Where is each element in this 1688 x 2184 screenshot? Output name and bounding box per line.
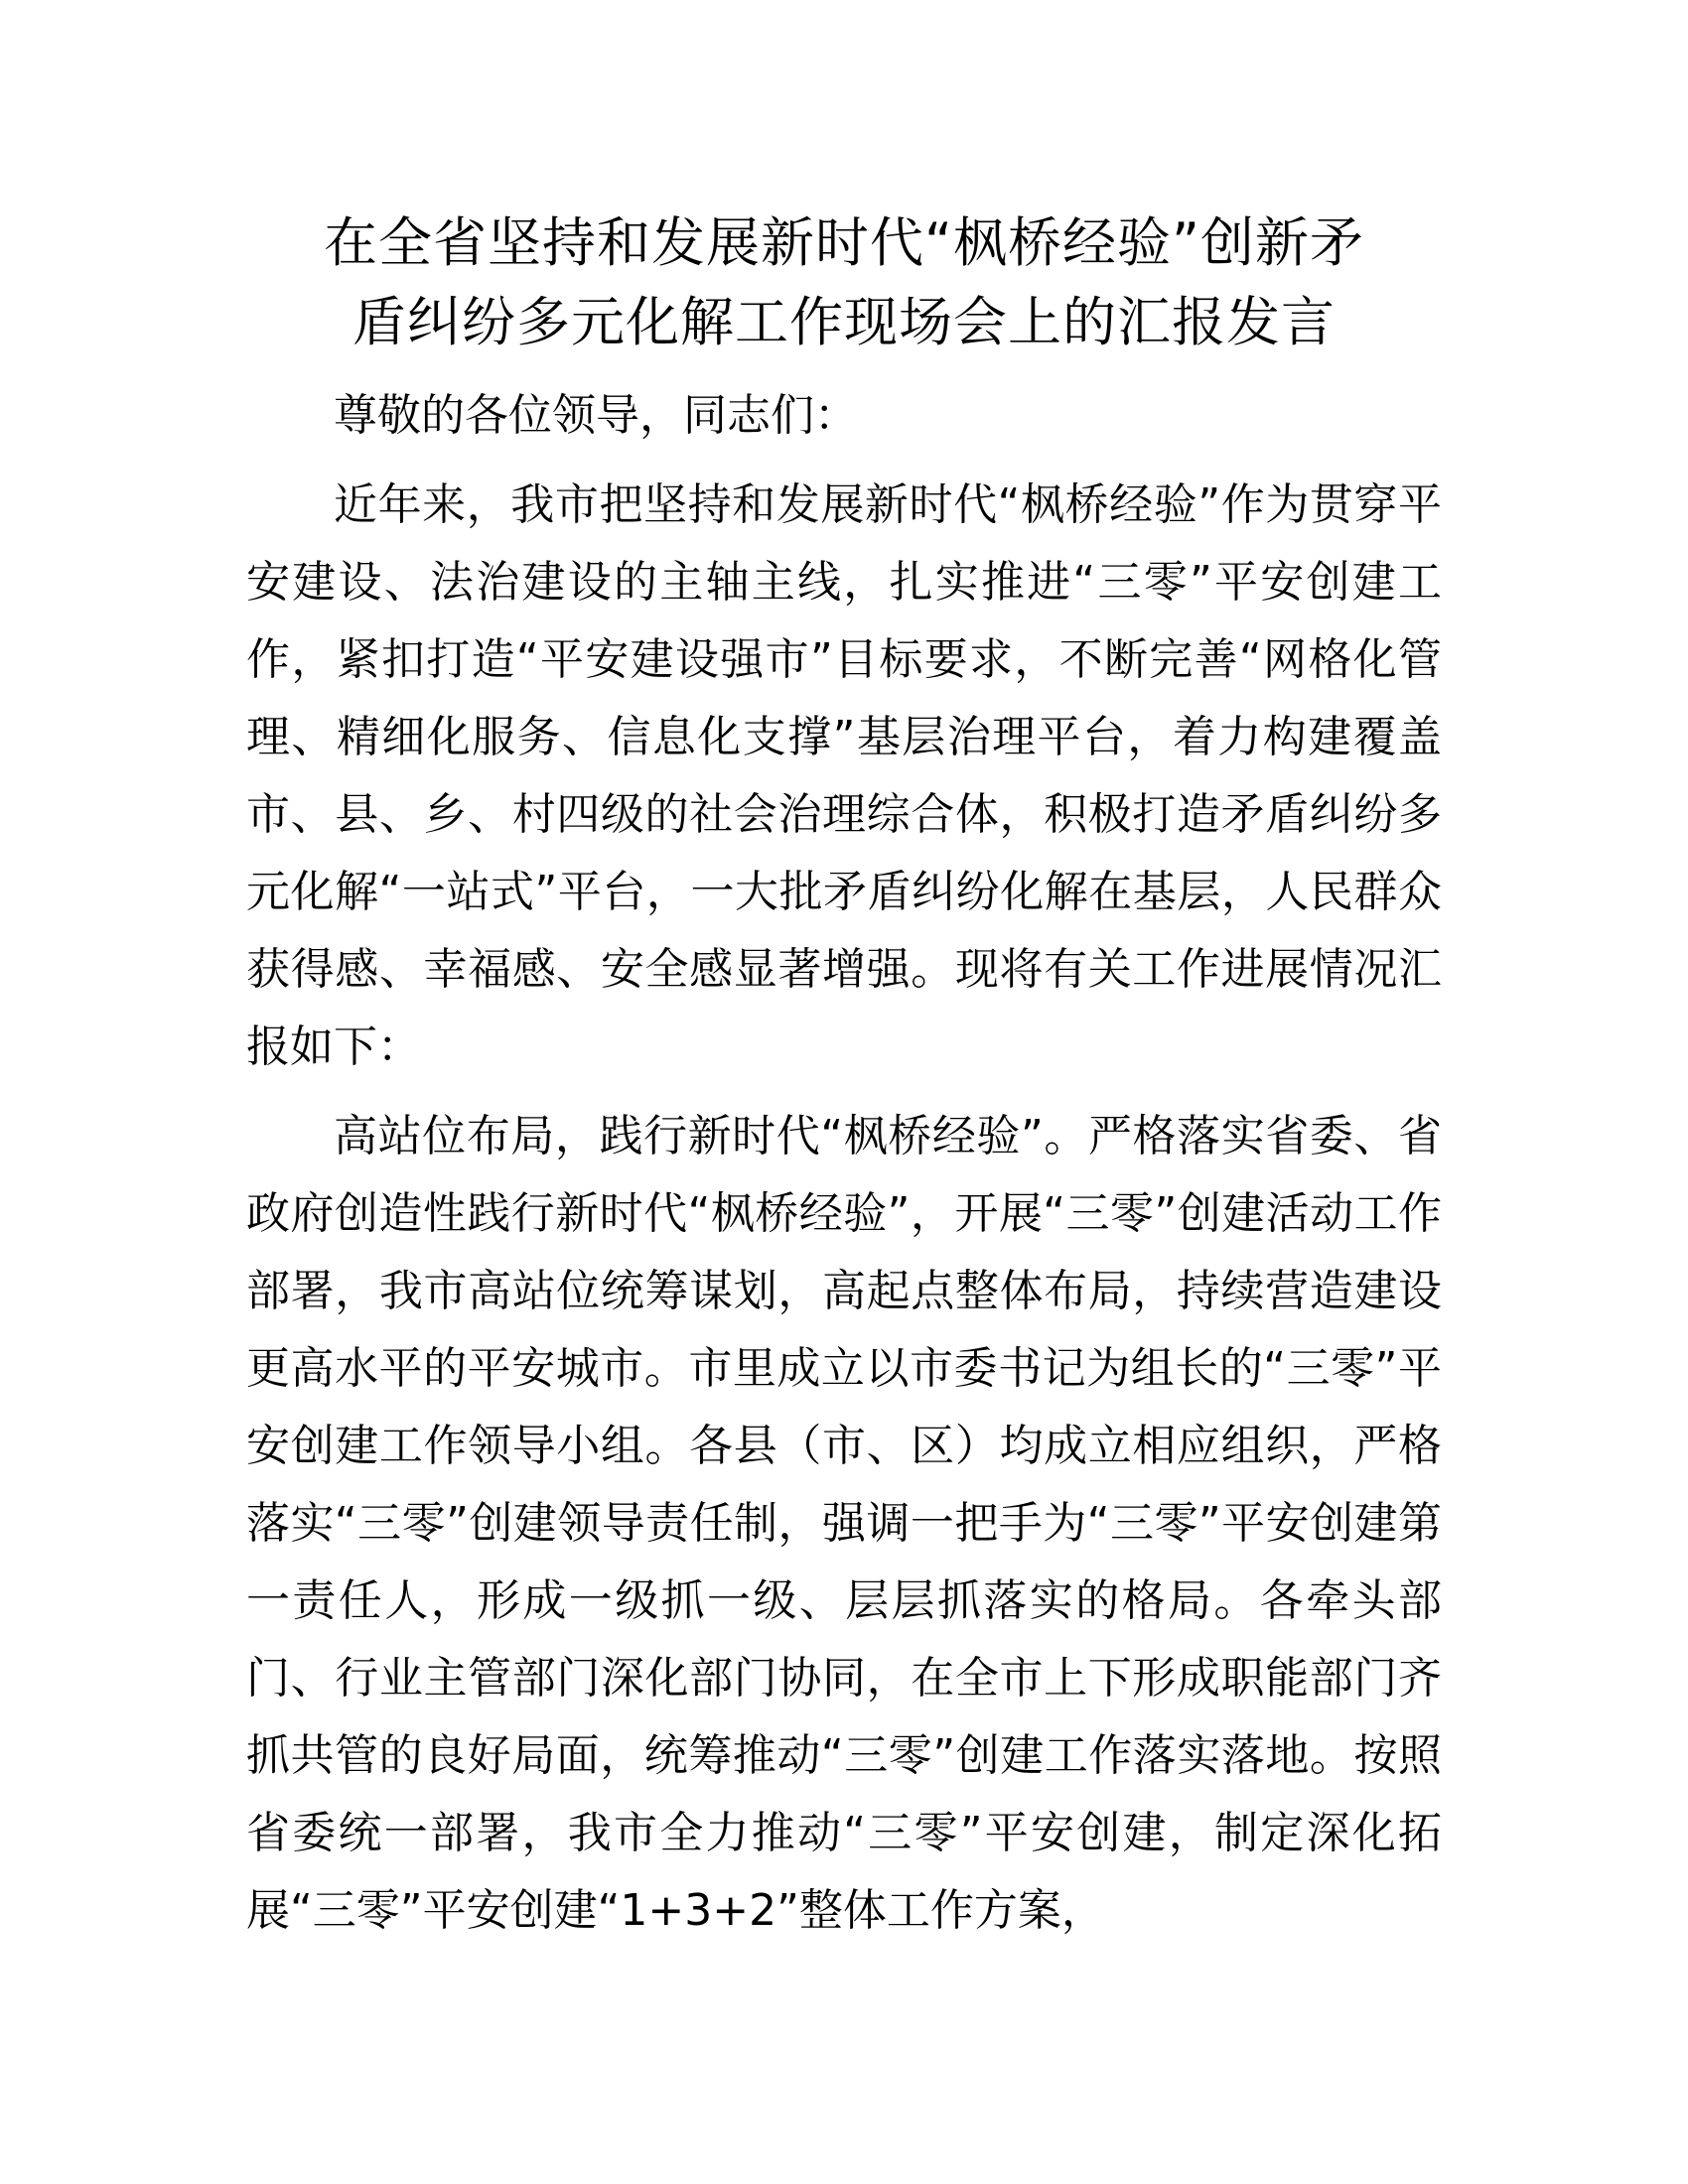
document-title <box>243 204 1445 362</box>
salutation: 尊敬的各位领导，同志们： <box>334 390 858 441</box>
title-line-2: 盾纠纷多元化解工作现场会上的汇报发言 <box>352 291 1336 353</box>
paragraph-section-1: 高站位布局，践行新时代“枫桥经验”。严格落实省委、省政府创造性践行新时代“枫桥经验”，开展“三零”创建活动工作部署，我市高站位统筹谋划，高起点整体布局，持续营造建设更高水平的平安城市。市里成立以市委书记为组长的“三零”平安创建工作领导小组。各县（市、区）均成立相应组织，严格落实“三零”创建领导责任制，强调一把手为“三零”平安创建第一责任人，形成一级抓一级、层层抓落实的格局。各牵头部门、行业主管部门深化部门协同，在全市上下形成职能部门齐抓共管的良好局面，统筹推动“三零”创建工作落实落地。按照省委统一部署，我市全力推动“三零”平安创建，制定深化拓展“三零”平安创建“1+3+2”整体工作方案， <box>246 1111 1442 1936</box>
paragraph-intro: 近年来，我市把坚持和发展新时代“枫桥经验”作为贯穿平安建设、法治建设的主轴主线，扎实推进“三零”平安创建工作，紧扣打造“平安建设强市”目标要求，不断完善“网格化管理、精细化服务、信息化支撑”基层治理平台，着力构建覆盖市、县、乡、村四级的社会治理综合体，积极打造矛盾纠纷多元化解“一站式”平台，一大批矛盾纠纷化解在基层，人民群众获得感、幸福感、安全感显著增强。现将有关工作进展情况汇报如下： <box>246 479 1442 1072</box>
title-line-1: 在全省坚持和发展新时代“枫桥经验”创新矛 <box>324 211 1364 274</box>
document-body <box>246 377 1442 1962</box>
